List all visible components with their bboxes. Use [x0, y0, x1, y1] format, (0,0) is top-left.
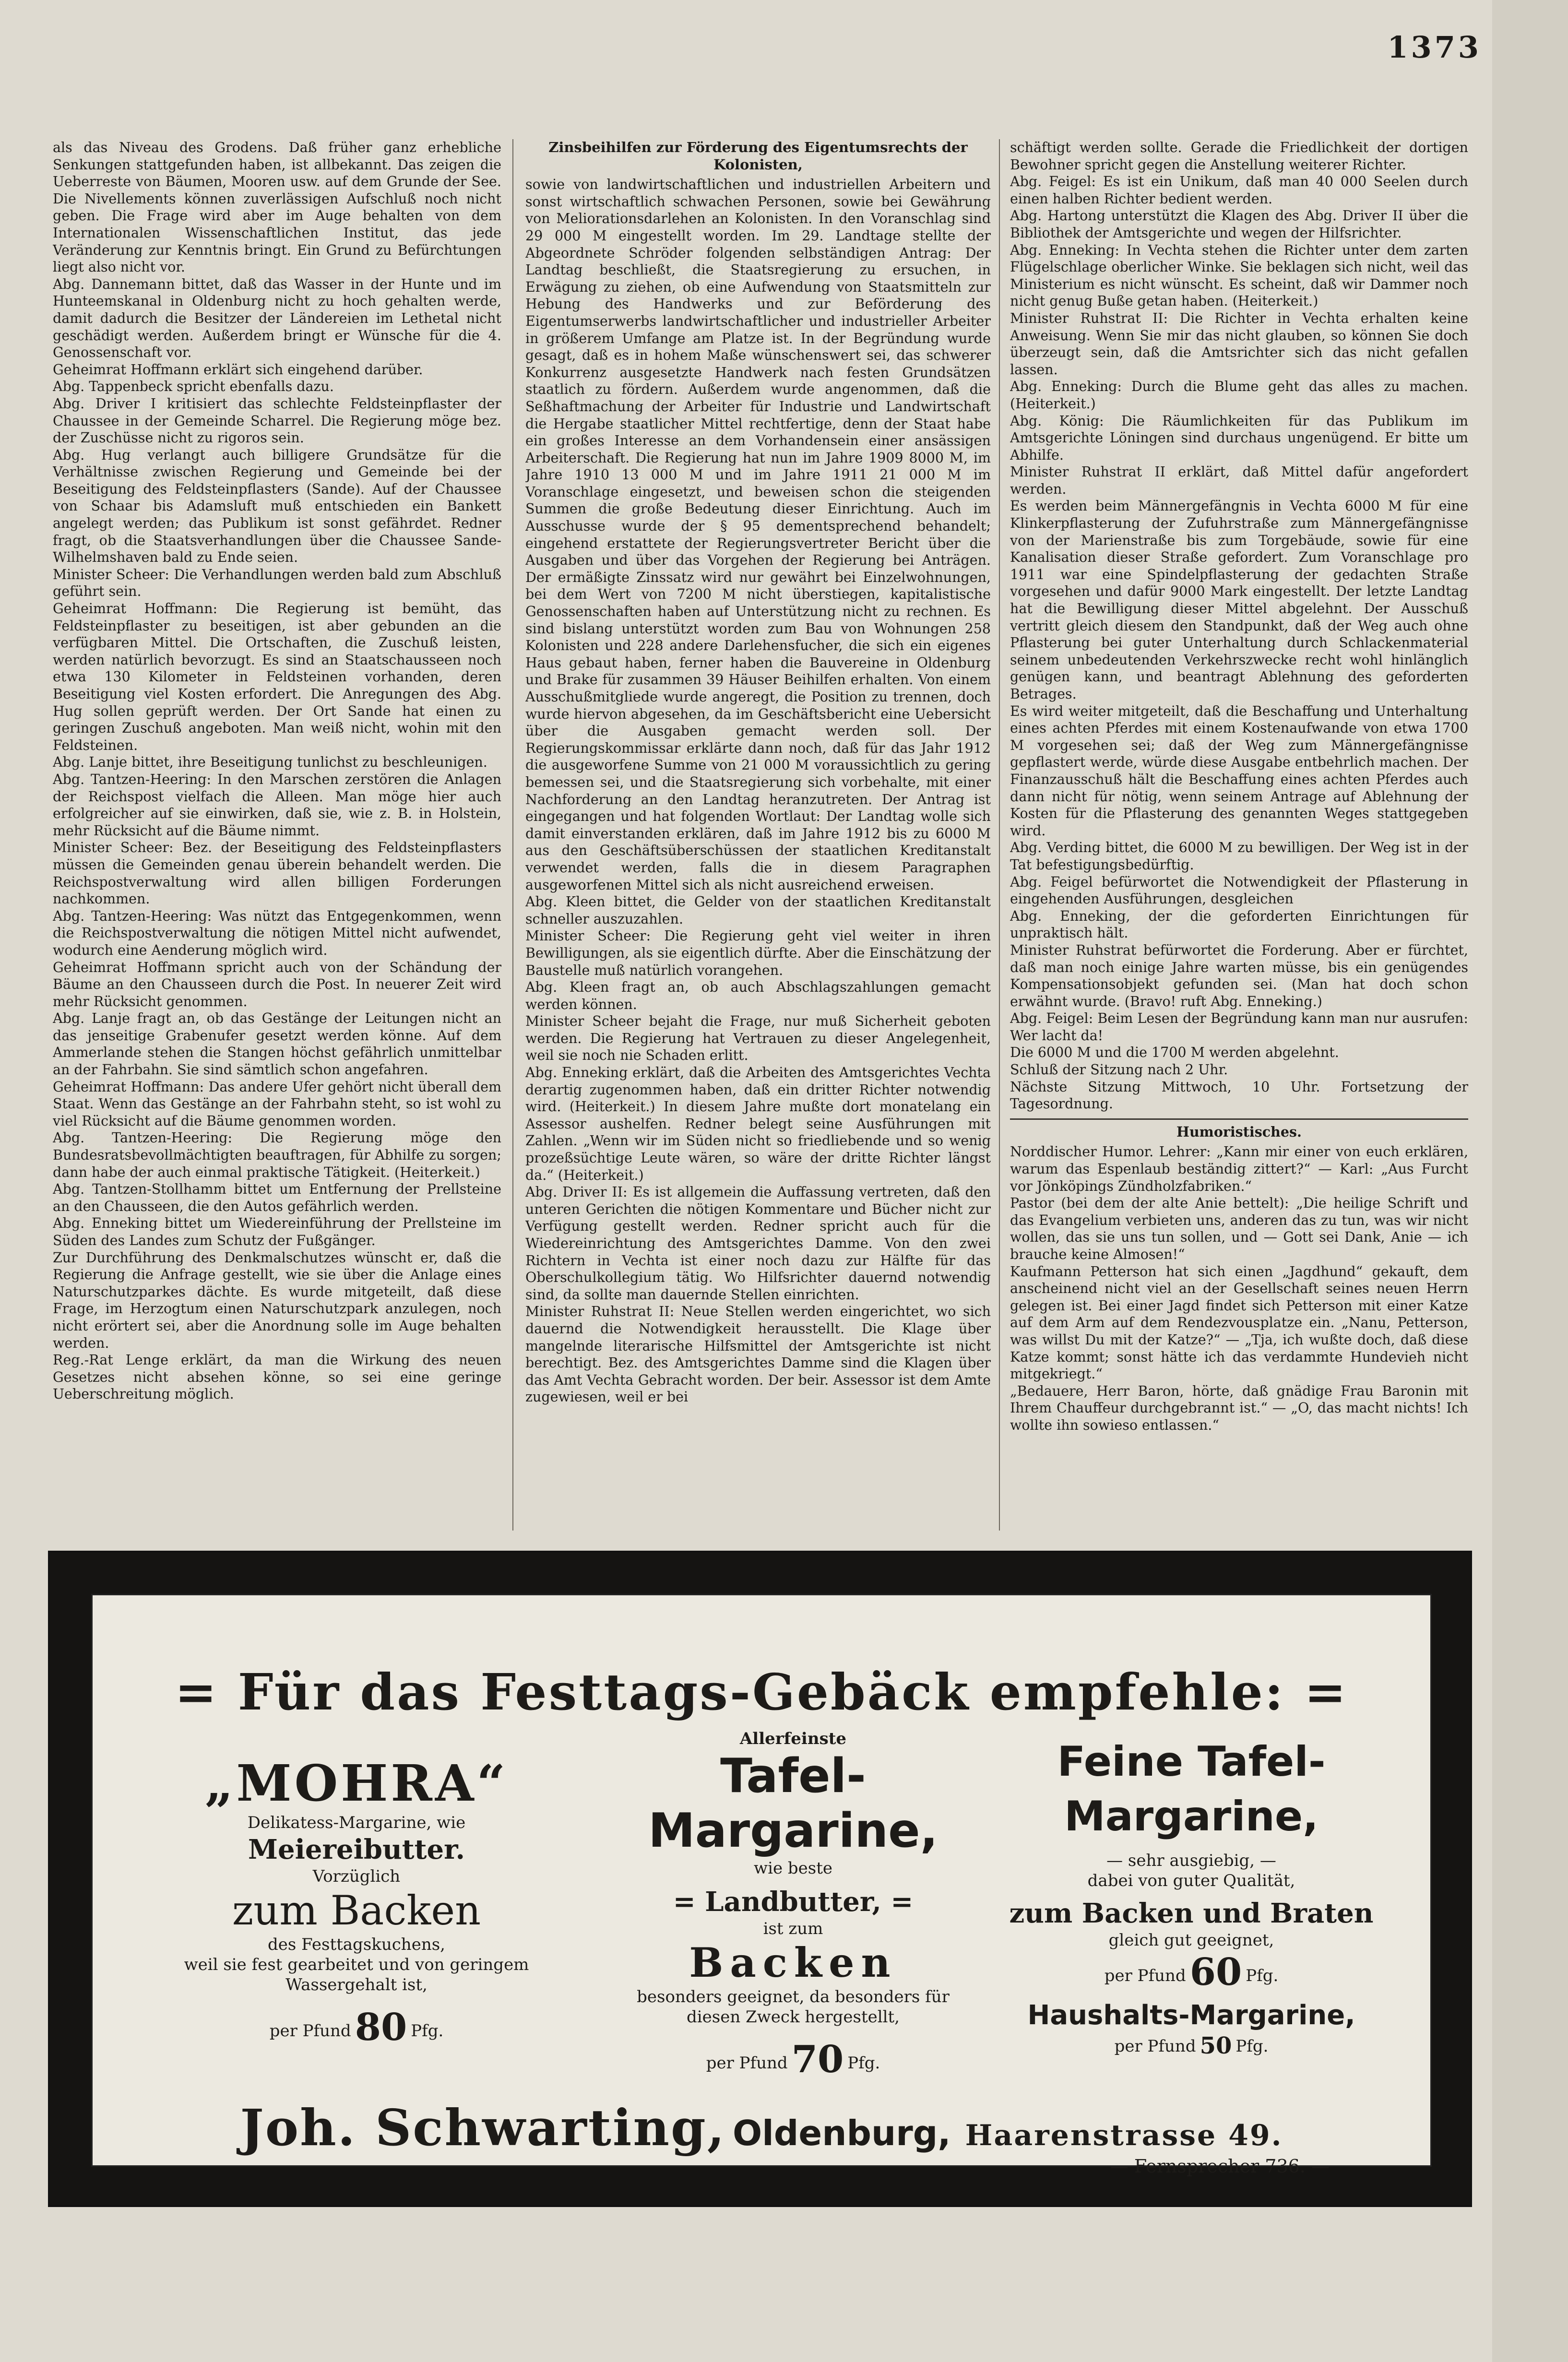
- ad-headline: = Für das Festtags-Gebäck empfehle: =: [175, 1662, 1348, 1721]
- paragraph: Es wird weiter mitgeteilt, daß die Beschaffung und Unterhaltung eines achten Pferdes mit einem Kostenaufwande von etwa 1700 M vorgesehen sei; daß der Weg zum Männergefängnisse gepflastert werde, würde diese Ausgabe entbehrlich machen. Der Finanzausschuß hält die Beschaffung eines achten Pferdes auch dann nicht für nötig, wenn seinem Antrage auf Ablehnung der Kosten für die Pflasterung des genannten Weges stattgegeben wird.: [1010, 703, 1468, 839]
- paragraph: Es werden beim Männergefängnis in Vechta 6000 M für eine Klinkerpflasterung der Zufuhrstraße zum Männergefängnisse von der Marienstraße bis zum Torgebäude, sowie für eine Kanalisation dieser Straße gefordert. Zum Voranschlage pro 1911 war eine Spindelpflasterung der gedachten Straße vorgesehen und dafür 9000 Mark eingestellt. Der letzte Landtag hat die Bewilligung dieser Mittel abgelehnt. Der Ausschuß vertritt gleich diesem den Standpunkt, daß der Weg auch ohne Pflasterung bei guter Unterhaltung durch Schlackenmaterial seinem unbedeutenden Verkehrszwecke recht wohl hinlänglich genügen kann, und beantragt Ablehnung des geforderten Betrages.: [1010, 498, 1468, 702]
- ad-product: Feine Tafel-Margarine,: [1057, 1738, 1326, 1840]
- ad-text: Allerfeinste: [739, 1729, 847, 1748]
- paragraph: Abg. Tantzen-Heering: In den Marschen zerstören die Anlagen der Reichspost vielfach die Alleen. Man möge hier auch erfolgreicher auf sie einwirken, daß sie, wie z. B. in Holstein, mehr Rücksicht auf die Bäume nimmt.: [53, 771, 501, 839]
- paragraph: Geheimrat Hoffmann erklärt sich eingehend darüber.: [53, 361, 423, 378]
- ad-price: [174, 2006, 539, 2049]
- paragraph: Abg. Kleen fragt an, ob auch Abschlagszahlungen gemacht werden können.: [525, 979, 991, 1012]
- paragraph: Minister Ruhstrat befürwortet die Forderung. Aber er fürchtet, daß man noch einige Jahre warten müsse, bis ein genügendes Kompensationsobjekt gefunden sei. (Man hat doch schon erwähnt wurde. (Bravo! ruft Abg. Enneking.): [1010, 942, 1468, 1009]
- paragraph: Abg. Kleen bittet, die Gelder von der staatlichen Kreditanstalt schneller auszuzahlen.: [525, 894, 991, 927]
- paragraph: als das Niveau des Grodens. Daß früher ganz erhebliche Senkungen stattgefunden haben, ist allbekannt. Das zeigen die Ueberreste von Bäumen, Mooren usw. auf dem Grunde der See. Die Nivellements können zuverlässigen Aufschluß noch nicht geben. Die Frage wird aber im Auge behalten von dem Internationalen Wissenschaftlichen Institut, das jede Veränderung zur Kenntnis bringt. Ein Grund zu Befürchtungen liegt also nicht vor.: [53, 140, 501, 275]
- paragraph: sowie von landwirtschaftlichen und industriellen Arbeitern und sonst wirtschaftlich schwachen Personen, sowie bei Gewährung von Meliorationsdarlehen an Kolonisten. In den Voranschlag sind 29 000 M eingestellt worden. Im 29. Landtage stellte der Abgeordnete Schröder folgenden selbständigen Antrag: Der Landtag beschließt, die Staatsregierung zu ersuchen, in Erwägung zu ziehen, ob eine Aufwendung von Staatsmitteln zur Hebung des Handwerks und zur Beförderung des Eigentumserwerbs landwirtschaftlicher und industrieller Arbeiter in größerem Umfange am Platze ist. In der Begründung wurde gesagt, daß es in hohem Maße wünschenswert sei, das schwerer Konkurrenz ausgesetzte Handwerk nach festen Grundsätzen staatlich zu fördern. Außerdem wurde angenommen, daß die Seßhaftmachung der Arbeiter für Industrie und Landwirtschaft die Hergabe staatlicher Mittel rechtfertige, denn der Staat habe ein großes Interesse an dem Vorhandensein einer ansässigen Arbeiterschaft. Die Regierung hat nun im Jahre 1909 8000 M, im Jahre 1910 13 000 M und im Jahre 1911 21 000 M im Voranschlage eingesetzt, und beweisen schon die steigenden Summen die große Bedeutung dieser Einrichtung. Auch im Ausschusse wurde der § 95 dementsprechend behandelt; eingehend erstattete der Regierungsvertreter Bericht über die Ausgaben und über das Vorgehen der Regierung bei Anträgen. Der ermäßigte Zinssatz wird nur gewährt bei Einzelwohnungen, bei dem Wert von 7200 M nicht überstiegen, kapitalistische Genossenschaften haben auf Unterstützung nicht zu rechnen. Es sind bislang unterstützt worden zum Bau von Wohnungen 258 Kolonisten und 228 andere Darlehensfucher, die sich ein eigenes Haus gebaut haben, ferner haben die Bauvereine in Oldenburg und Brake für zusammen 39 Häuser Beihilfen erhalten. Von einem Ausschußmitgliede wurde angeregt, die Position zu trennen, doch wurde hiervon abgesehen, da im Geschäftsbericht eine Uebersicht über die Ausgaben gemacht werden soll. Der Regierungskommissar erklärte dann noch, daß für das Jahr 1912 die ausgeworfene Summe von 21 000 M voraussichtlich zu gering bemessen sei, und die Staatsregierung sich vorbehalte, mit einer Nachforderung an den Landtag heranzutreten. Der Antrag ist eingegangen und hat folgenden Wortlaut: Der Landtag wolle sich damit einverstanden erklären, daß im Jahre 1912 bis zu 6000 M aus den Geschäftsüberschüssen der staatlichen Kreditanstalt verwendet werden, falls die in diesem Paragraphen ausgeworfenen Mittel sich als nicht ausreichend erweisen.: [525, 177, 991, 893]
- paragraph: Minister Scheer: Die Regierung geht viel weiter in ihren Bewilligungen, als sie eigentlich dürfte. Aber die Einschätzung der Baustelle muß natürlich vorangehen.: [525, 928, 991, 978]
- price-label: per Pfund: [1104, 1966, 1186, 1985]
- ad-text: dabei von guter Qualität,: [1087, 1871, 1295, 1890]
- paragraph: Minister Ruhstrat II: Neue Stellen werden eingerichtet, wo sich dauernd die Notwendigkeit herausstellt. Die Klage über mangelnde literarische Hilfsmittel der Amtsgerichte ist nicht berechtigt. Bez. des Amtsgerichtes Damme sind die Klagen über das Amt Vechta Gebracht worden. Der beir. Assessor ist dem Amte zugewiesen, weil er bei: [525, 1304, 991, 1405]
- ad-text: Delikatess-Margarine, wie: [247, 1813, 466, 1832]
- page-edge: [1492, 0, 1568, 2362]
- advertisement-inner: [91, 1594, 1432, 2177]
- column-divider: [999, 139, 1000, 1531]
- ad-price: [995, 1950, 1388, 1994]
- page-number: 1373: [1387, 30, 1482, 65]
- paragraph: Abg. König: Die Räumlichkeiten für das Publikum im Amtsgerichte Löningen sind durchaus ungenügend. Er bitte um Abhilfe.: [1010, 413, 1468, 463]
- price-label: per Pfund: [1114, 2037, 1196, 2056]
- paragraph: Norddischer Humor. Lehrer: „Kann mir einer von euch erklären, warum das Espenlaub beständig zittert?“ — Karl: „Aus Furcht vor Jönköpings Zündholzfabriken.“: [1010, 1144, 1468, 1194]
- firm-name: Joh. Schwarting,: [240, 2098, 726, 2157]
- paragraph: Geheimrat Hoffmann: Die Regierung ist bemüht, das Feldsteinpflaster zu beseitigen, ist aber gebunden an die verfügbaren Mittel. Die Ortschaften, die Zuschuß leisten, werden natürlich bevorzugt. Es sind an Staatschausseen noch etwa 130 Kilometer in Feldsteinen vorhanden, deren Beseitigung viel Kosten erfordert. Die Anregungen des Abg. Hug sollen geprüft werden. Der Ort Sande hat einen zu geringen Zuschuß angeboten. Man weiß nicht, wohin mit den Feldsteinen.: [53, 601, 501, 753]
- paragraph: Reg.-Rat Lenge erklärt, da man die Wirkung des neuen Gesetzes nicht absehen könne, so sei eine geringe Ueberschreitung möglich.: [53, 1352, 501, 1402]
- paragraph: Abg. Feigel: Es ist ein Unikum, daß man 40 000 Seelen durch einen halben Richter bedient werden.: [1010, 174, 1468, 207]
- price-unit: Pfg.: [1246, 1966, 1279, 1985]
- firm-city: Oldenburg,: [732, 2113, 951, 2153]
- humor-heading: Humoristisches.: [1176, 1123, 1302, 1140]
- paragraph: Abg. Driver II: Es ist allgemein die Auffassung vertreten, daß den unteren Gerichten die nötigen Kommentare und Bücher nicht zur Verfügung gestellt werden. Redner spricht auch für die Wiedereinrichtung des Amtsgerichtes Damme. Von den zwei Richtern in Vechta ist einer noch dazu zur Hälfte für das Oberschulkollegium tätig. Wo Hilfsrichter dauernd notwendig sind, da sollte man dauernde Stellen einrichten.: [525, 1184, 991, 1303]
- ad-text-large: Backen: [689, 1939, 897, 1986]
- paragraph: Minister Scheer: Die Verhandlungen werden bald zum Abschluß geführt sein.: [53, 566, 501, 600]
- ad-text: besonders geeignet, da besonders für: [637, 1987, 950, 2006]
- price-value: 50: [1200, 2032, 1232, 2059]
- ad-text: = Landbutter, =: [673, 1886, 914, 1918]
- paragraph: Abg. Hug verlangt auch billigere Grundsätze für die Verhältnisse zwischen Regierung und Gemeinde bei der Beseitigung des Feldsteinpflasters (Sande). Auf der Chaussee von Schaar bis Adamsluft muß entschieden ein Bankett angelegt werden; das Publikum ist sonst gefährdet. Redner fragt, ob die Staatsverhandlungen über die Chaussee Sande-Wilhelmshaven bald zu Ende seien.: [53, 447, 501, 566]
- ad-price: [995, 2032, 1388, 2059]
- paragraph: Zur Durchführung des Denkmalschutzes wünscht er, daß die Regierung die Anfrage gestellt, wie sie über die Anlage eines Naturschutzparkes dächte. Es wurde mitgeteilt, daß diese Frage, im Herzogtum einen Naturschutzpark anzulegen, noch nicht erörtert sei, aber die Anordnung solle im Auge behalten werden.: [53, 1249, 501, 1351]
- paragraph: Abg. Enneking: Durch die Blume geht das alles zu machen. (Heiterkeit.): [1010, 379, 1468, 412]
- firm-street: Haarenstrasse 49.: [965, 2119, 1283, 2152]
- price-unit: Pfg.: [1235, 2037, 1269, 2056]
- column-divider: [512, 139, 513, 1531]
- paragraph: Abg. Hartong unterstützt die Klagen des Abg. Driver II über die Bibliothek der Amtsgerichte und wegen der Hilfsrichter.: [1010, 208, 1468, 241]
- paragraph: Schluß der Sitzung nach 2 Uhr.: [1010, 1062, 1228, 1078]
- column-2-heading: Zinsbeihilfen zur Förderung des Eigentumsrechts der Kolonisten,: [548, 139, 968, 173]
- paragraph: Die 6000 M und die 1700 M werden abgelehnt.: [1010, 1045, 1339, 1061]
- ad-text: wie beste: [753, 1859, 833, 1878]
- paragraph: Abg. Tantzen-Stollhamm bittet um Entfernung der Prellsteine an den Chausseen, die den Autos gefährlich werden.: [53, 1181, 501, 1214]
- paragraph: Abg. Feigel befürwortet die Notwendigkeit der Pflasterung in eingehenden Ausführungen, desgleichen: [1010, 874, 1468, 907]
- ad-price: [620, 2038, 966, 2081]
- paragraph: Minister Scheer: Bez. der Beseitigung des Feldsteinpflasters müssen die Gemeinden genau überein behandelt werden. Die Reichspostverwaltung wird allen billigen Forderungen nachkommen.: [53, 840, 501, 907]
- ad-product: Haushalts-Margarine,: [1027, 2000, 1355, 2031]
- ad-text: Wassergehalt ist,: [285, 1975, 428, 1994]
- ad-brand-mohra: „MOHRA“: [204, 1754, 509, 1813]
- ad-column-feine: [995, 1725, 1388, 2059]
- ad-product: Tafel-Margarine,: [648, 1749, 938, 1858]
- paragraph: schäftigt werden sollte. Gerade die Friedlichkeit der dortigen Bewohner spricht gegen die Anstellung weiterer Richter.: [1010, 140, 1468, 173]
- ad-text-large: zum Backen: [232, 1887, 481, 1934]
- paragraph: Geheimrat Hoffmann: Das andere Ufer gehört nicht überall dem Staat. Wenn das Gestänge an der Fahrbahn steht, so ist wohl zu viel Rücksicht auf die Bäume genommen worden.: [53, 1079, 501, 1129]
- paragraph: Abg. Feigel: Beim Lesen der Begründung kann man nur ausrufen: Wer lacht da!: [1010, 1010, 1468, 1044]
- paragraph: Abg. Enneking: In Vechta stehen die Richter unter dem zarten Flügelschlage oberlicher Winke. Sie beklagen sich nicht, weil das Ministerium es nicht wünscht. Es scheint, daß wir Dammer noch nicht genug Buße getan haben. (Heiterkeit.): [1010, 242, 1468, 309]
- paragraph: Abg. Enneking bittet um Wiedereinführung der Prellsteine im Süden des Landes zum Schutz der Fußgänger.: [53, 1215, 501, 1248]
- ad-text: gleich gut geeignet,: [1108, 1931, 1274, 1950]
- ad-text: Vorzüglich: [312, 1867, 401, 1886]
- ad-column-mohra: [174, 1725, 539, 2049]
- price-unit: Pfg.: [847, 2053, 880, 2073]
- paragraph: Abg. Enneking, der die geforderten Einrichtungen für unpraktisch hält.: [1010, 908, 1468, 941]
- column-1: [53, 139, 501, 1540]
- ad-text: des Festtagskuchens,: [268, 1935, 445, 1954]
- firm-phone: — Fernsprecher 736. —: [1110, 2156, 1330, 2177]
- price-unit: Pfg.: [411, 2021, 444, 2041]
- paragraph: Abg. Dannemann bittet, daß das Wasser in der Hunte und im Hunteemskanal in Oldenburg nicht zu hoch gehalten werde, damit dadurch die Besitzer der Ländereien im Lethetal nicht geschädigt werden. Außerdem bringt er Wünsche für die 4. Genossenschaft vor.: [53, 276, 501, 361]
- ad-footer: [93, 2098, 1430, 2157]
- paragraph: Minister Ruhstrat II erklärt, daß Mittel dafür angefordert werden.: [1010, 464, 1468, 497]
- paragraph: „Bedauere, Herr Baron, hörte, daß gnädige Frau Baronin mit Ihrem Chauffeur durchgebrannt ist.“ — „O, das macht nichts! Ich wollte ihn sowieso entlassen.“: [1010, 1383, 1468, 1433]
- paragraph: Abg. Tantzen-Heering: Was nützt das Entgegenkommen, wenn die Reichspostverwaltung die nötigen Mittel nicht aufwendet, wodurch eine Aenderung möglich wird.: [53, 908, 501, 958]
- paragraph: Abg. Tantzen-Heering: Die Regierung möge den Bundesratsbevollmächtigten beauftragen, für Abhilfe zu sorgen; dann habe der auch einmal praktische Tätigkeit. (Heiterkeit.): [53, 1130, 501, 1180]
- paragraph: Abg. Lanje fragt an, ob das Gestänge der Leitungen nicht an das jenseitige Grabenufer gesetzt werden könne. Auf dem Ammerlande stehen die Stangen höchst gefährlich unmittelbar an der Fahrbahn. Sie sind sämtlich schon angefahren.: [53, 1010, 501, 1078]
- paragraph: Kaufmann Petterson hat sich einen „Jagdhund“ gekauft, dem anscheinend nicht viel an der Gesellschaft seines neuen Herrn gelegen ist. Bei einer Jagd findet sich Petterson mit einer Katze auf dem Arm auf dem Rendezvousplatze ein. „Nanu, Petterson, was willst Du mit der Katze?“ — „Tja, ich wußte doch, daß diese Katze kommt; sonst hätte ich das verdammte Hundevieh nicht mitgekriegt.“: [1010, 1263, 1468, 1382]
- paragraph: Nächste Sitzung Mittwoch, 10 Uhr. Fortsetzung der Tagesordnung.: [1010, 1079, 1468, 1112]
- column-3: [1010, 139, 1468, 1540]
- price-value: 80: [355, 2006, 407, 2049]
- ad-product: Meiereibutter.: [248, 1834, 465, 1865]
- section-rule: [1010, 1118, 1468, 1120]
- ad-text: diesen Zweck hergestellt,: [687, 2007, 900, 2027]
- price-value: 70: [791, 2038, 844, 2081]
- paragraph: Abg. Tappenbeck spricht ebenfalls dazu.: [53, 379, 334, 395]
- paragraph: Minister Scheer bejaht die Frage, nur muß Sicherheit geboten werden. Die Regierung hat Vertrauen zu dieser Angelegenheit, weil sie noch nie Schaden erlitt.: [525, 1013, 991, 1064]
- price-label: per Pfund: [706, 2053, 788, 2073]
- ad-text: weil sie fest gearbeitet und von geringem: [184, 1955, 529, 1974]
- ad-text: zum Backen und Braten: [1009, 1898, 1374, 1929]
- paragraph: Abg. Driver I kritisiert das schlechte Feldsteinpflaster der Chaussee in der Gemeinde Scharrel. Die Regierung möge bez. der Zuschüsse nicht zu rigoros sein.: [53, 395, 501, 446]
- price-value: 60: [1189, 1950, 1242, 1994]
- paragraph: Geheimrat Hoffmann spricht auch von der Schändung der Bäume an den Chausseen durch die Post. In neuerer Zeit wird mehr Rücksicht genommen.: [53, 959, 501, 1009]
- column-2: [525, 139, 991, 1540]
- ad-column-tafel: [620, 1725, 966, 2081]
- paragraph: Minister Ruhstrat II: Die Richter in Vechta erhalten keine Anweisung. Wenn Sie mir das nicht glauben, so können Sie doch überzeugt sein, daß die Amtsrichter sich das nicht gefallen lassen.: [1010, 310, 1468, 378]
- paragraph: Pastor (bei dem der alte Anie bettelt): „Die heilige Schrift und das Evangelium verbieten uns, anderen das zu tun, was wir nicht wollen, das sie uns tun sollen, und — Gott sei Dank, Anie — ich brauche keine Almosen!“: [1010, 1195, 1468, 1262]
- advertisement: [48, 1551, 1472, 2207]
- paragraph: Abg. Lanje bittet, ihre Beseitigung tunlichst zu beschleunigen.: [53, 754, 487, 771]
- price-label: per Pfund: [269, 2021, 351, 2041]
- ad-text: — sehr ausgiebig, —: [1106, 1851, 1276, 1870]
- ad-text: ist zum: [763, 1919, 823, 1938]
- paragraph: Abg. Enneking erklärt, daß die Arbeiten des Amtsgerichtes Vechta derartig zugenommen haben, daß ein dritter Richter notwendig wird. (Heiterkeit.) In diesem Jahre mußte dort monatelang ein Assessor aushelfen. Redner belegt seine Ausführungen mit Zahlen. „Wenn wir im Süden nicht so friedliebende und so wenig prozeßsüchtige Leute wären, so wäre der dritte Richter längst da.“ (Heiterkeit.): [525, 1065, 991, 1183]
- paragraph: Abg. Verding bittet, die 6000 M zu bewilligen. Der Weg ist in der Tat befestigungsbedürftig.: [1010, 840, 1468, 873]
